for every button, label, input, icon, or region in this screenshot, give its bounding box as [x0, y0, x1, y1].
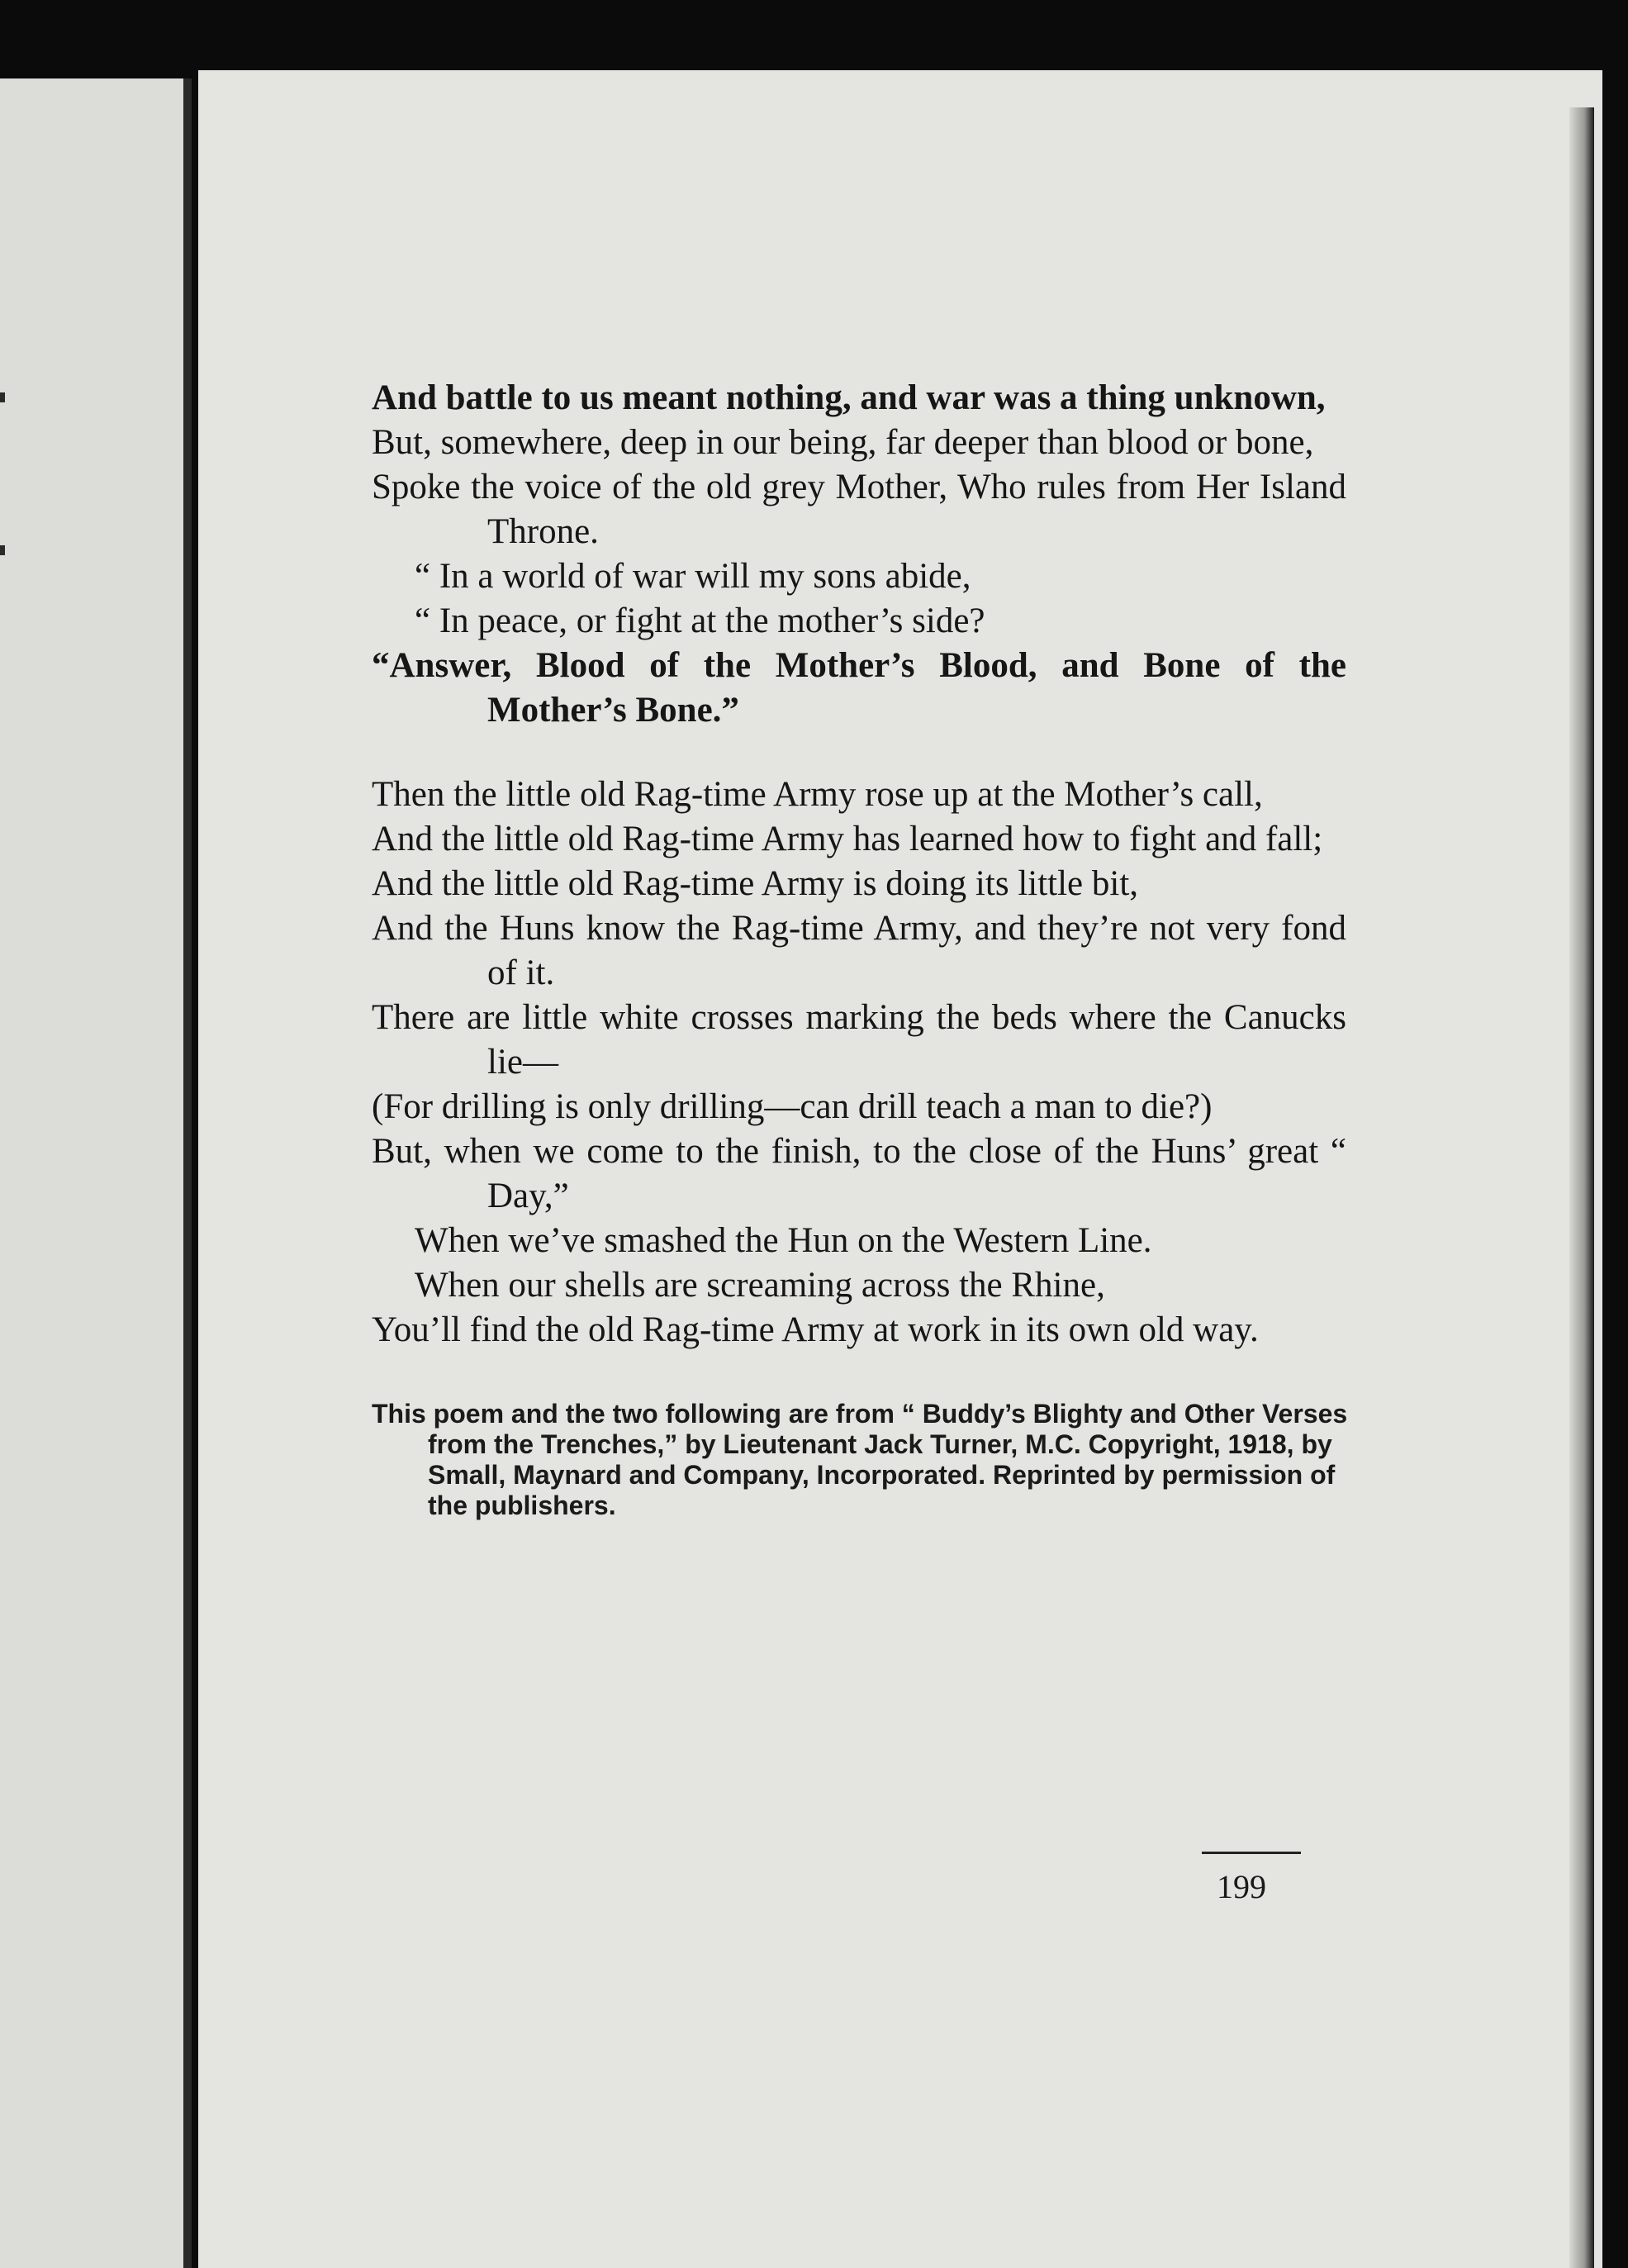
page-number: 199	[1217, 1868, 1266, 1905]
verse-line: (For drilling is only drilling—can drill teach a man to die?)	[372, 1087, 1213, 1126]
source-footnote: This poem and the two following are from “ Buddy’s Blighty and Other Verses from the Trenches,” by Lieutenant Jack Turner, M.C. Copyright, 1918, by Small, Maynard and Company, Incorporated. Reprinted by permission of the publishers.	[372, 1399, 1348, 1520]
verse-line-indented: When we’ve smashed the Hun on the Western Line.	[415, 1221, 1152, 1260]
stanza-2	[372, 773, 1346, 1353]
verse-line: And the little old Rag-time Army is doing its little bit,	[372, 864, 1139, 903]
verse-line: And the Huns know the Rag-time Army, and they’re not very fond of it.	[372, 909, 1346, 992]
verse-line-indented: When our shells are screaming across the Rhine,	[415, 1266, 1105, 1305]
page-body	[372, 376, 1346, 1521]
verse-line: You’ll find the old Rag-time Army at work in its own old way.	[372, 1310, 1259, 1349]
stanza-1	[372, 376, 1346, 733]
verse-line: And battle to us meant nothing, and war was a thing unknown,	[372, 378, 1326, 417]
verse-line: There are little white crosses marking the beds where the Canucks lie—	[372, 998, 1346, 1082]
verse-line: Spoke the voice of the old grey Mother, Who rules from Her Island Throne.	[372, 468, 1346, 551]
verse-line: Then the little old Rag-time Army rose up at the Mother’s call,	[372, 775, 1263, 814]
verse-line-indented: “ In peace, or fight at the mother’s side?	[415, 601, 985, 640]
verse-line: “Answer, Blood of the Mother’s Blood, and Bone of the Mother’s Bone.”	[372, 646, 1346, 730]
folio-rule	[1202, 1852, 1301, 1854]
verse-line-indented: “ In a world of war will my sons abide,	[415, 557, 971, 596]
verse-line: And the little old Rag-time Army has learned how to fight and fall;	[372, 820, 1323, 858]
left-page-edge	[0, 78, 192, 2268]
margin-mark	[0, 545, 5, 555]
page-edge-shadow	[1569, 107, 1594, 2268]
verse-line: But, when we come to the finish, to the close of the Huns’ great “ Day,”	[372, 1132, 1346, 1215]
gutter-shadow	[183, 78, 192, 2268]
verse-line: But, somewhere, deep in our being, far deeper than blood or bone,	[372, 423, 1314, 462]
margin-mark	[0, 392, 5, 402]
